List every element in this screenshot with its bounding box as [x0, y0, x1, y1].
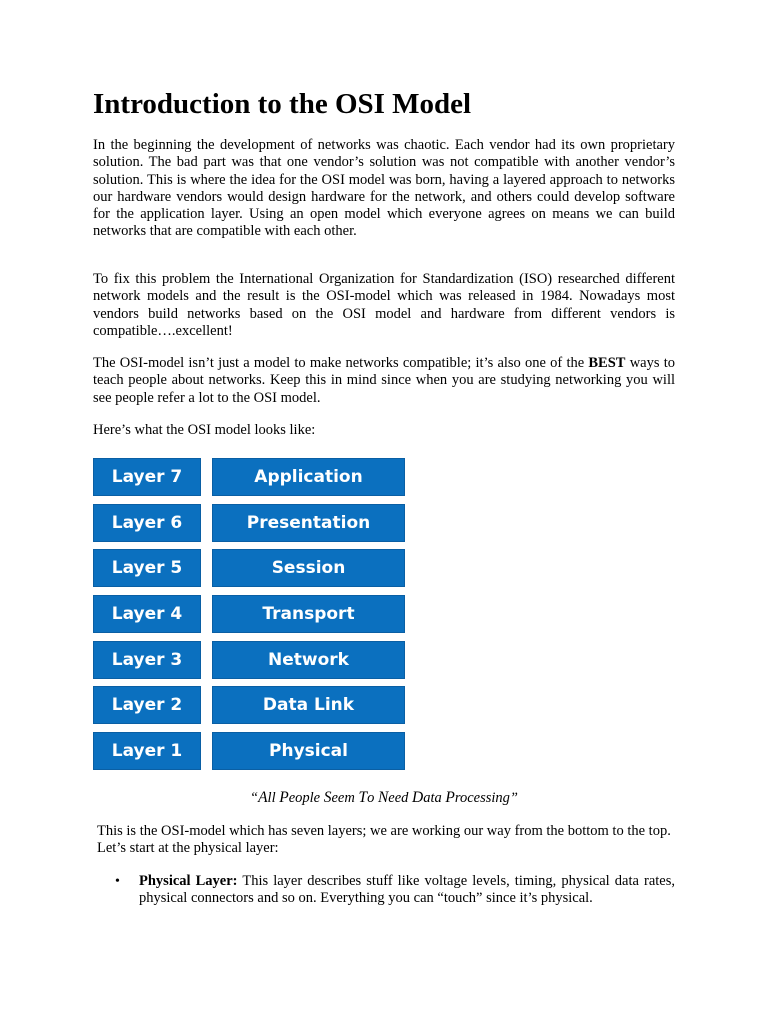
- osi-row-5: [93, 549, 405, 587]
- osi-row-2: [93, 686, 405, 724]
- iso-paragraph: To fix this problem the International Organization for Standardization (ISO) researched different network models and the result is the OSI-model which was released in 1984. Nowadays most vendors build networks based on the OSI model and hardware from different vendors is compatible….excellent!: [93, 271, 675, 339]
- layer-name-box: Transport: [212, 595, 405, 633]
- caption-word-rest: eople: [288, 790, 324, 806]
- osi-row-6: [93, 504, 405, 542]
- caption-word-rest: ata: [423, 790, 446, 806]
- osi-row-4: [93, 595, 405, 633]
- caption-word-rest: eem: [331, 790, 359, 806]
- osi-row-3: [93, 641, 405, 679]
- layer-number-box: Layer 1: [93, 732, 201, 770]
- layer-bullet-list: [93, 873, 675, 908]
- osi-layer-diagram: [93, 458, 405, 770]
- layer-number-box: Layer 3: [93, 641, 201, 679]
- page-title: Introduction to the OSI Model: [93, 88, 472, 120]
- teaching-text-after: ways to teach people about networks. Keep this in mind since when you are studying networking you will see people refer a lot to the OSI model.: [93, 355, 675, 406]
- layer-name-box: Network: [212, 641, 405, 679]
- layer-number-box: Layer 4: [93, 595, 201, 633]
- teaching-paragraph: [93, 355, 675, 407]
- caption-word-rest: ll: [267, 790, 280, 806]
- layer-number-box: Layer 2: [93, 686, 201, 724]
- layer-number-box: Layer 7: [93, 458, 201, 496]
- layer-name-box: Session: [212, 549, 405, 587]
- osi-row-1: [93, 732, 405, 770]
- bullet-term: Physical Layer:: [139, 873, 238, 889]
- layer-name-box: Data Link: [212, 686, 405, 724]
- layer-name-box: Presentation: [212, 504, 405, 542]
- caption-word-rest: rocessing: [454, 790, 510, 806]
- caption-word-rest: eed: [388, 790, 413, 806]
- caption-open-quote: “: [250, 790, 259, 806]
- caption-initial: D: [412, 789, 424, 806]
- caption-initial: A: [258, 789, 268, 806]
- mnemonic-caption: [93, 789, 675, 807]
- bullet-text: This layer describes stuff like voltage levels, timing, physical data rates, physical connectors and so on. Everything you can “touch” since it’s physical.: [139, 873, 675, 907]
- caption-initial: P: [445, 789, 455, 806]
- layer-name-box: Physical: [212, 732, 405, 770]
- teaching-text-before: The OSI-model isn’t just a model to make networks compatible; it’s also one of the: [93, 355, 589, 371]
- caption-word-rest: o: [367, 790, 378, 806]
- caption-close-quote: ”: [509, 790, 518, 806]
- seven-layers-paragraph: This is the OSI-model which has seven layers; we are working our way from the bottom to the top. Let’s start at the physical layer:: [97, 823, 671, 857]
- caption-initial: P: [279, 789, 289, 806]
- osi-row-7: [93, 458, 405, 496]
- caption-initial: N: [377, 789, 389, 806]
- caption-initial: S: [323, 789, 332, 806]
- layer-name-box: Application: [212, 458, 405, 496]
- caption-initial: T: [358, 789, 368, 806]
- intro-paragraph: In the beginning the development of networks was chaotic. Each vendor had its own proprietary solution. The bad part was that one vendor’s solution was not compatible with another vendor’s solution. This is where the idea for the OSI model was born, having a layered approach to networks our hardware vendors would design hardware for the network, and others could develop software for the application layer. Using an open model which everyone agrees on means we can build networks that are compatible with each other.: [93, 137, 675, 240]
- list-item: [93, 873, 675, 908]
- layer-number-box: Layer 6: [93, 504, 201, 542]
- teaching-emphasis: BEST: [588, 355, 626, 371]
- bullet-icon: •: [115, 874, 120, 889]
- model-intro-line: Here’s what the OSI model looks like:: [93, 422, 316, 438]
- layer-number-box: Layer 5: [93, 549, 201, 587]
